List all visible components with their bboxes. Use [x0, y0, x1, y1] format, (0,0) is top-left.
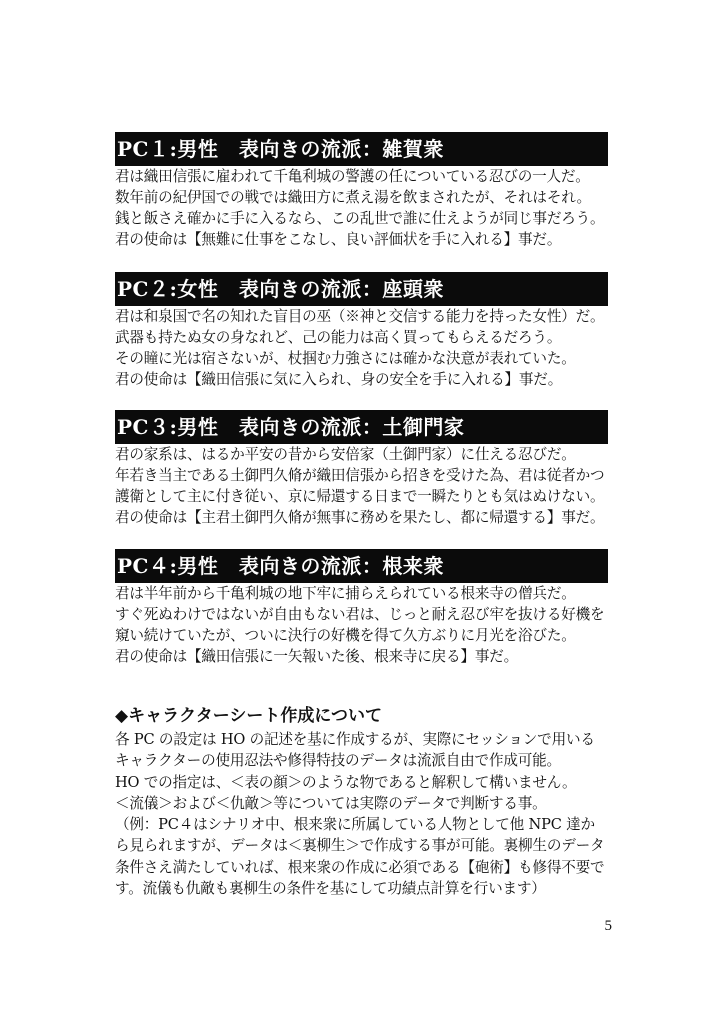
character-sheet-line: キャラクターの使用忍法や修得特技のデータは流派自由で作成可能。 [115, 752, 561, 770]
character-sheet-line: HO での指定は、＜表の顔＞のような物であると解釈して構いません。 [115, 773, 577, 791]
pc2-section [115, 272, 608, 390]
pc3-line: 君の使命は【主君土御門久脩が無事に務めを果たし、都に帰還する】事だ。 [115, 509, 605, 526]
pc3-line: 護衛として主に付き従い、京に帰還する日まで一瞬たりとも気はぬけない。 [115, 488, 605, 505]
pc1-line: 君の使命は【無難に仕事をこなし、良い評価状を手に入れる】事だ。 [115, 231, 562, 248]
pc1-header: PC１:男性 表向きの流派：雑賀衆 [115, 132, 608, 166]
character-sheet-line: （例：PC４はシナリオ中、根来衆に所属している人物として他 NPC 達か [115, 816, 595, 834]
pc4-section [115, 549, 608, 667]
character-sheet-line: す。流儀も仇敵も裏柳生の条件を基にして功績点計算を行います） [115, 880, 546, 898]
pc3-section [115, 410, 608, 528]
page-number: 5 [604, 918, 612, 934]
pc4-line: 君の使命は【織田信張に一矢報いた後、根来寺に戻る】事だ。 [115, 648, 519, 665]
pc1-line: 君は織田信張に雇われて千亀利城の警護の任についている忍びの一人だ。 [115, 168, 590, 185]
character-sheet-line: ら見られますが、データは＜裏柳生＞で作成する事が可能。裏柳生のデータ [115, 837, 605, 855]
character-sheet-title: ◆キャラクターシート作成について [115, 706, 383, 726]
pc4-header: PC４:男性 表向きの流派：根来衆 [115, 549, 608, 583]
pc1-section [115, 132, 608, 250]
character-sheet-line: 条件さえ満たしていれば、根来衆の作成に必須である【砲術】も修得不要で [115, 858, 605, 876]
pc3-line: 年若き当主である土御門久脩が織田信張から招きを受けた為、君は従者かつ [115, 467, 605, 484]
pc2-line: 武器も持たぬ女の身なれど、己の能力は高く買ってもらえるだろう。 [115, 329, 562, 346]
pc3-line: 君の家系は、はるか平安の昔から安倍家（土御門家）に仕える忍びだ。 [115, 446, 576, 463]
pc4-line: 窺い続けていたが、ついに決行の好機を得て久方ぶりに月光を浴びた。 [115, 627, 576, 644]
character-sheet-line: ＜流儀＞および＜仇敵＞等については実際のデータで判断する事。 [115, 794, 547, 812]
pc2-line: 君の使命は【織田信張に気に入られ、身の安全を手に入れる】事だ。 [115, 371, 563, 388]
pc4-line: 君は半年前から千亀利城の地下牢に捕らえられている根来寺の僧兵だ。 [115, 585, 576, 602]
pc4-line: すぐ死ぬわけではないが自由もない君は、じっと耐え忍び牢を抜ける好機を [115, 606, 605, 623]
character-sheet-section [115, 703, 615, 899]
pc3-header: PC３:男性 表向きの流派：土御門家 [115, 410, 608, 444]
pc2-line: 君は和泉国で名の知れた盲目の巫（※神と交信する能力を持った女性）だ。 [115, 308, 605, 325]
character-sheet-line: 各 PC の設定は HO の記述を基に作成するが、実際にセッションで用いる [115, 731, 595, 748]
pc1-line: 数年前の紀伊国での戦では織田方に煮え湯を飲まされたが、それはそれ。 [115, 189, 591, 206]
pc2-header: PC２:女性 表向きの流派：座頭衆 [115, 272, 608, 306]
pc1-line: 銭と飯さえ確かに手に入るなら、この乱世で誰に仕えようが同じ事だろう。 [115, 210, 605, 227]
pc2-line: その瞳に光は宿さないが、杖掴む力強さには確かな決意が表れていた。 [115, 350, 576, 367]
